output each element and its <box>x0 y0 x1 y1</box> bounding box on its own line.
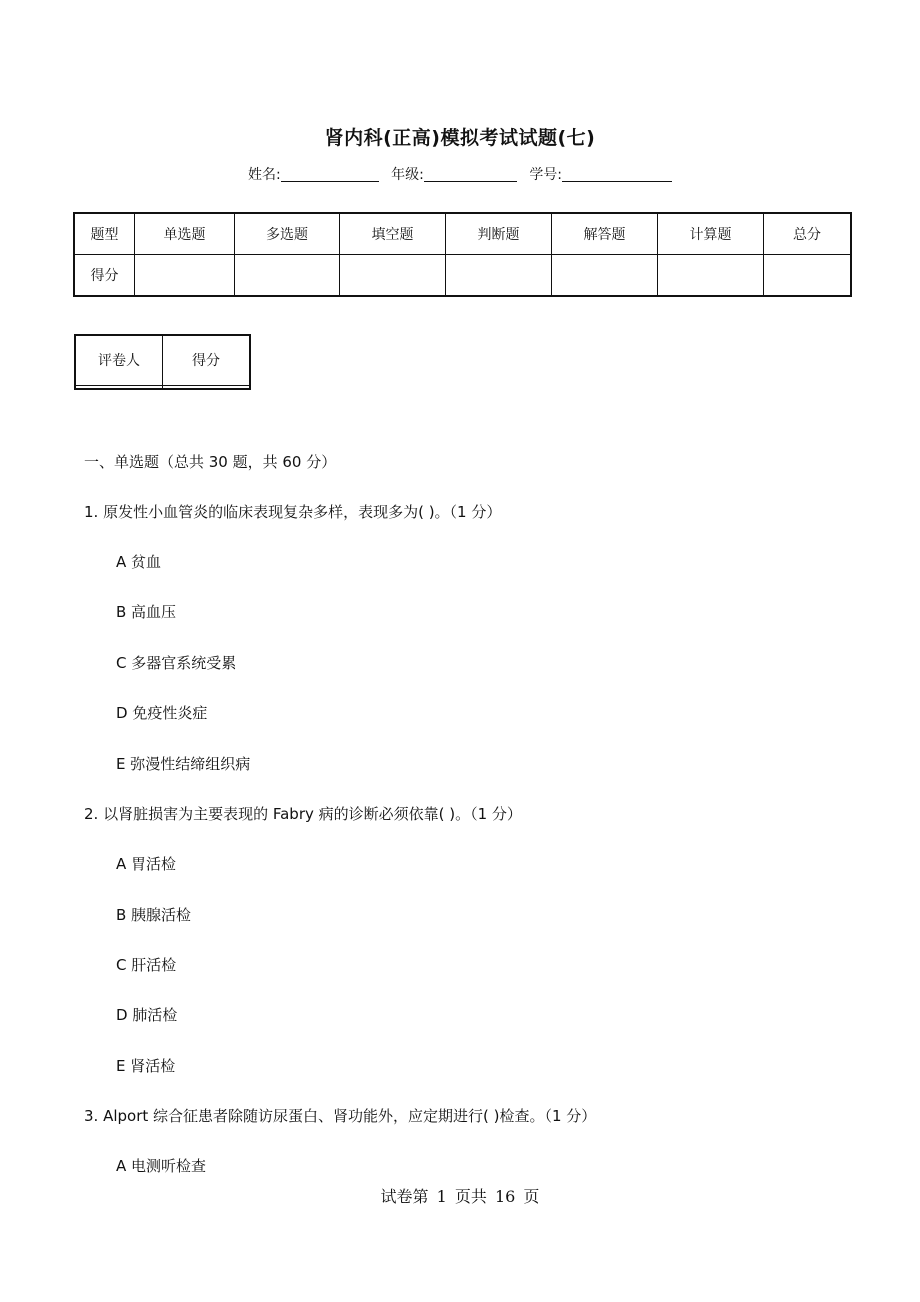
question-1-option-d[interactable]: D 免疫性炎症 <box>116 704 208 722</box>
question-3-option-a[interactable]: A 电测听检查 <box>116 1157 207 1175</box>
score-table <box>73 212 852 297</box>
question-2-option-d[interactable]: D 肺活检 <box>116 1006 178 1024</box>
score-header-cell: 解答题 <box>552 213 658 255</box>
score-header-cell: 多选题 <box>235 213 340 255</box>
grader-cell[interactable] <box>75 385 163 389</box>
section-heading: 一、单选题（总共 30 题，共 60 分） <box>84 453 337 471</box>
question-1-option-a[interactable]: A 贫血 <box>116 553 162 571</box>
grader-table-entry-row <box>75 385 250 389</box>
student-id-label: 学号: <box>529 167 563 183</box>
page-footer: 试卷第 1 页共 16 页 <box>380 1187 540 1206</box>
name-field <box>248 164 379 184</box>
grade-label: 年级: <box>391 167 424 183</box>
exam-title: 肾内科(正高)模拟考试试题(七) <box>324 127 596 149</box>
question-2-option-a[interactable]: A 胃活检 <box>116 855 177 873</box>
question-1-text: 1. 原发性小血管炎的临床表现复杂多样，表现多为( )。（1 分） <box>84 503 502 521</box>
student-info-line <box>0 164 920 184</box>
score-table-header-row <box>74 213 851 255</box>
score-cell[interactable] <box>135 255 235 297</box>
score-cell[interactable] <box>446 255 552 297</box>
score-row-label: 得分 <box>74 255 135 297</box>
score-header-cell: 总分 <box>764 213 852 255</box>
grade-blank[interactable] <box>424 167 517 182</box>
score-cell[interactable] <box>340 255 446 297</box>
score-header-cell: 计算题 <box>658 213 764 255</box>
grader-score-cell[interactable] <box>163 385 251 389</box>
question-1-option-b[interactable]: B 高血压 <box>116 603 177 621</box>
score-header-cell: 单选题 <box>135 213 235 255</box>
score-cell[interactable] <box>552 255 658 297</box>
name-blank[interactable] <box>281 167 379 182</box>
question-1-option-e[interactable]: E 弥漫性结缔组织病 <box>116 755 251 773</box>
question-2-option-b[interactable]: B 胰腺活检 <box>116 906 192 924</box>
question-2-option-e[interactable]: E 肾活检 <box>116 1057 176 1075</box>
question-1-option-c[interactable]: C 多器官系统受累 <box>116 654 237 672</box>
score-table-score-row <box>74 255 851 297</box>
score-header-cell: 题型 <box>74 213 135 255</box>
score-cell[interactable] <box>764 255 852 297</box>
score-header-cell: 填空题 <box>340 213 446 255</box>
question-2-text: 2. 以肾脏损害为主要表现的 Fabry 病的诊断必须依靠( )。（1 分） <box>84 805 522 823</box>
student-id-blank[interactable] <box>562 167 672 182</box>
grader-table <box>74 334 251 390</box>
score-cell[interactable] <box>235 255 340 297</box>
question-3-text: 3. Alport 综合征患者除随访尿蛋白、肾功能外，应定期进行( )检查。（1 分） <box>84 1107 597 1125</box>
grader-header-cell: 评卷人 <box>75 335 163 385</box>
grader-header-cell: 得分 <box>163 335 251 385</box>
grader-table-header-row <box>75 335 250 385</box>
question-2-option-c[interactable]: C 肝活检 <box>116 956 177 974</box>
score-header-cell: 判断题 <box>446 213 552 255</box>
score-cell[interactable] <box>658 255 764 297</box>
student-id-field <box>529 164 672 184</box>
name-label: 姓名: <box>247 167 281 183</box>
grade-field <box>391 164 517 184</box>
